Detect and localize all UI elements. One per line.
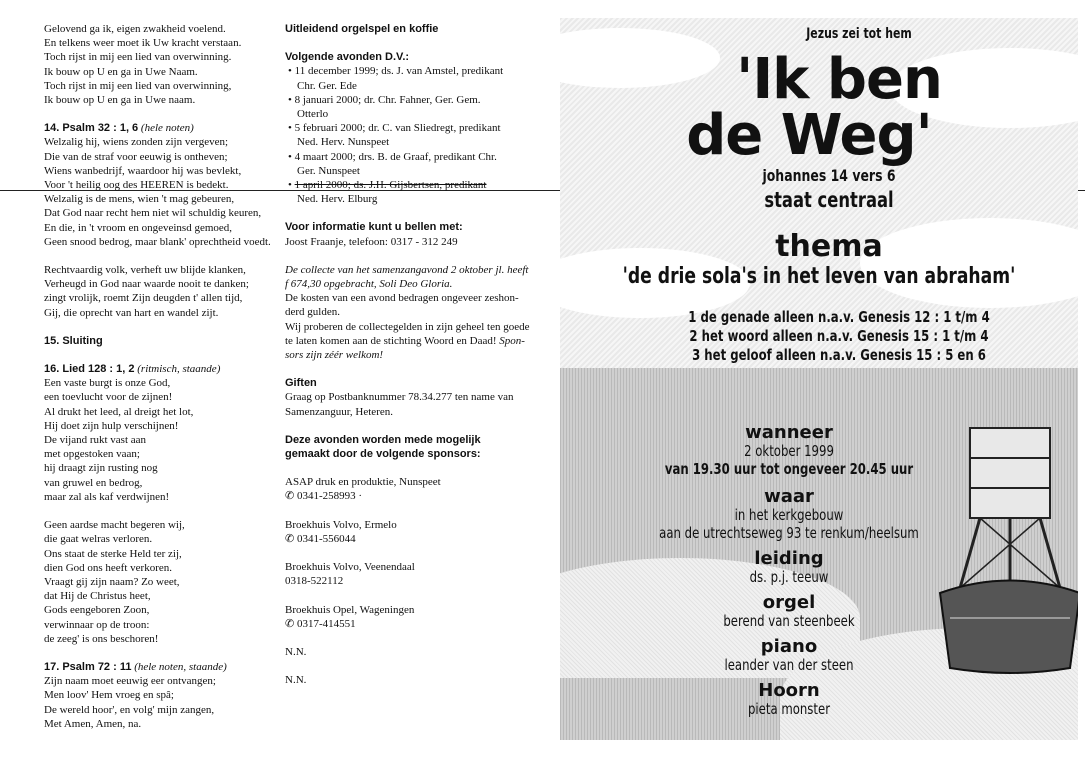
text-line: Die van de straf voor eeuwig is ontheven; xyxy=(44,150,228,163)
text-line: de zeeg' is ons beschoren! xyxy=(44,632,159,645)
text-line: dat Hij de Christus heet, xyxy=(44,590,151,603)
theme-point: 3 het geloof alleen n.a.v. Genesis 15 : 5 en 6 xyxy=(692,346,986,364)
text-line: zingt vrolijk, roemt Zijn deugden t' allen tijd, xyxy=(44,292,243,305)
text-line: Gods eengeboren Zoon, xyxy=(44,604,150,617)
text-line: Ik bouw op U en ga in Uwe Naam. xyxy=(44,65,198,78)
wanneer-label: wanneer xyxy=(745,422,833,443)
text-line: Zijn naam moet eeuwig eer ontvangen; xyxy=(44,675,216,688)
text-line: van gruwel en bedrog, xyxy=(44,476,143,489)
text-line: Gij, die oprecht van hart en wandel zijt. xyxy=(44,306,219,319)
text-line: Hij doet zijn hulp verschijnen! xyxy=(44,419,179,432)
title-line-1: 'Ik ben xyxy=(736,47,942,112)
text-line: Rechtvaardig volk, verheft uw blijde klanken, xyxy=(44,264,246,277)
reference-text: johannes 14 vers 6 xyxy=(762,166,896,185)
time-text: van 19.30 uur tot ongeveer 20.45 uur xyxy=(664,460,914,478)
text-line: Welzalig hij, wiens zonden zijn vergeven; xyxy=(44,136,229,149)
list-item: • 11 december 1999; ds. J. van Amstel, predikant Chr. Ger. Ede xyxy=(288,65,504,92)
sponsors-heading: Deze avonden worden mede mogelijk xyxy=(285,433,481,446)
text-line: De vijand rukt vast aan xyxy=(44,434,147,447)
text-line: Gelovend ga ik, eigen zwakheid voelend. xyxy=(44,23,226,35)
date-text: 2 oktober 1999 xyxy=(744,442,834,460)
theme-point: 1 de genade alleen n.a.v. Genesis 12 : 1 t/m 4 xyxy=(688,308,990,326)
list-item: • 5 februari 2000; dr. C. van Sliedregt, predikant Ned. Herv. Nunspeet xyxy=(288,122,501,149)
sponsor-name: Broekhuis Opel, Wageningen xyxy=(285,603,415,616)
sponsor-phone: 0318-522112 xyxy=(285,575,344,588)
waar-label: waar xyxy=(764,486,814,507)
text-line: Toch rijst in mij een lied van overwinning. xyxy=(44,51,232,64)
text-line: Geen snood bedrog, maar blank' oprechtheid voedt. xyxy=(44,235,271,248)
hoorn-text: pieta monster xyxy=(747,700,831,718)
orgel-label: orgel xyxy=(762,592,816,613)
sluiting-heading: 15. Sluiting xyxy=(44,334,103,347)
giften-text: Samenzanguur, Heteren. xyxy=(285,405,393,418)
text-line: Ons staat de sterke Held ter zij, xyxy=(44,547,182,560)
collecte-text: De collecte van het samenzangavond 2 oktober jl. heeft xyxy=(285,263,529,276)
intro-text: Jezus zei tot hem xyxy=(806,26,912,42)
sponsor-name: ASAP druk en produktie, Nunspeet xyxy=(285,476,441,489)
sponsor-name: Broekhuis Volvo, Ermelo xyxy=(285,518,397,531)
collect-rule-text: te laten komen aan de stichting Woord en Daad! Spon- xyxy=(285,334,525,347)
text-line: Verheugd in God naar waarde nooit te danken; xyxy=(44,278,249,291)
sponsor-phone: ✆ 0341-258993 · xyxy=(285,490,363,503)
place-text: aan de utrechtseweg 93 te renkum/heelsum xyxy=(659,524,919,542)
list-item: • 1 april 2000; ds. J.H. Gijsbertsen, predikant Ned. Herv. Elburg xyxy=(288,179,487,206)
psalm32-heading: 14. Psalm 32 : 1, 6 (hele noten) xyxy=(44,122,194,135)
staat-centraal-text: staat centraal xyxy=(764,188,894,212)
text-line: Vraagt gij zijn naam? Zo weet, xyxy=(44,575,180,588)
info-line: Joost Fraanje, telefoon: 0317 - 312 249 xyxy=(285,235,458,248)
sponsor-phone: ✆ 0341-556044 xyxy=(285,532,356,545)
text-line: verwinnaar op de troon: xyxy=(44,618,150,631)
text-line: maar zal als kaf verdwijnen! xyxy=(44,490,170,503)
text-line: die gaat welras verloren. xyxy=(44,533,153,546)
giften-text: Graag op Postbanknummer 78.34.277 ten name van xyxy=(285,391,514,404)
text-line: Al drukt het leed, al dreigt het lot, xyxy=(44,405,194,418)
place-text: in het kerkgebouw xyxy=(734,506,844,524)
collecte-text: f 674,30 opgebracht, Soli Deo Gloria. xyxy=(285,278,453,291)
lied128-heading: 16. Lied 128 : 1, 2 (ritmisch, staande) xyxy=(44,363,221,376)
text-line: Voor 't heilig oog des HEEREN is bedekt. xyxy=(44,179,229,192)
leiding-label: leiding xyxy=(754,548,824,569)
sponsor-phone: ✆ 0317-414551 xyxy=(285,617,356,630)
poster-panel xyxy=(560,18,1078,740)
text-line: hij draagt zijn rusting nog xyxy=(44,462,158,475)
text-line: dien God ons heeft verkoren. xyxy=(44,561,172,574)
text-line: Geen aardse macht begeren wij, xyxy=(44,519,185,532)
thema-label: thema xyxy=(775,229,883,264)
orgel-text: berend van steenbeek xyxy=(723,612,855,630)
text-line: een toevlucht voor de zijnen! xyxy=(44,391,173,404)
hymn-column xyxy=(44,22,289,731)
sponsor-nn: N.N. xyxy=(285,645,307,658)
costs-text: De kosten van een avond bedragen ongeveer zeshon- xyxy=(285,292,519,305)
next-evenings-heading: Volgende avonden D.V.: xyxy=(285,51,410,64)
text-line: Men loov' Hem vroeg en spâ; xyxy=(44,689,174,702)
piano-text: leander van der steen xyxy=(724,656,854,674)
collect-rule-text: sors zijn zéér welkom! xyxy=(285,349,384,362)
info-column xyxy=(285,22,535,687)
text-line: En telkens weer moet ik Uw kracht verstaan. xyxy=(44,37,242,50)
sponsors-heading: gemaakt door de volgende sponsors: xyxy=(285,448,481,461)
text-line: Met Amen, Amen, na. xyxy=(44,717,142,730)
giften-heading: Giften xyxy=(285,377,317,390)
list-item: • 4 maart 2000; drs. B. de Graaf, predikant Chr. Ger. Nunspeet xyxy=(288,150,497,177)
sponsor-name: Broekhuis Volvo, Veenendaal xyxy=(285,561,415,574)
text-line: En die, in 't vroom en ongeveinsd gemoed, xyxy=(44,221,233,234)
text-line: Wiens wanbedrijf, waardoor hij was bevlekt, xyxy=(44,164,242,177)
leiding-text: ds. p.j. teeuw xyxy=(749,568,829,586)
thema-text: 'de drie sola's in het leven van abraham' xyxy=(622,264,1016,289)
text-line: met opgestoken vaan; xyxy=(44,448,140,461)
sponsor-nn: N.N. xyxy=(285,674,307,687)
text-line: Een vaste burgt is onze God, xyxy=(44,377,171,390)
collect-rule-text: Wij proberen de collectegelden in zijn geheel ten goede xyxy=(285,320,530,333)
title-line-2: de Weg' xyxy=(686,103,932,168)
theme-point: 2 het woord alleen n.a.v. Genesis 15 : 1 t/m 4 xyxy=(689,327,989,345)
piano-label: piano xyxy=(760,636,818,657)
text-line: Ik bouw op U en ga in Uwe naam. xyxy=(44,94,196,107)
text-line: De wereld hoor', en volg' mijn zangen, xyxy=(44,703,215,716)
text-line: Toch rijst in mij een lied van overwinning, xyxy=(44,79,232,92)
text-line: Dat God naar recht hem niet wil schuldig keuren, xyxy=(44,207,262,220)
text-line: Welzalig is de mens, wien 't mag gebeuren, xyxy=(44,193,235,206)
costs-text: derd gulden. xyxy=(285,306,340,319)
hoorn-label: Hoorn xyxy=(758,680,820,701)
info-heading: Voor informatie kunt u bellen met: xyxy=(285,221,463,234)
closing-heading: Uitleidend orgelspel en koffie xyxy=(285,23,439,35)
list-item: • 8 januari 2000; dr. Chr. Fahner, Ger. Gem. Otterlo xyxy=(288,93,481,121)
psalm72-heading: 17. Psalm 72 : 11 (hele noten, staande) xyxy=(44,660,227,673)
